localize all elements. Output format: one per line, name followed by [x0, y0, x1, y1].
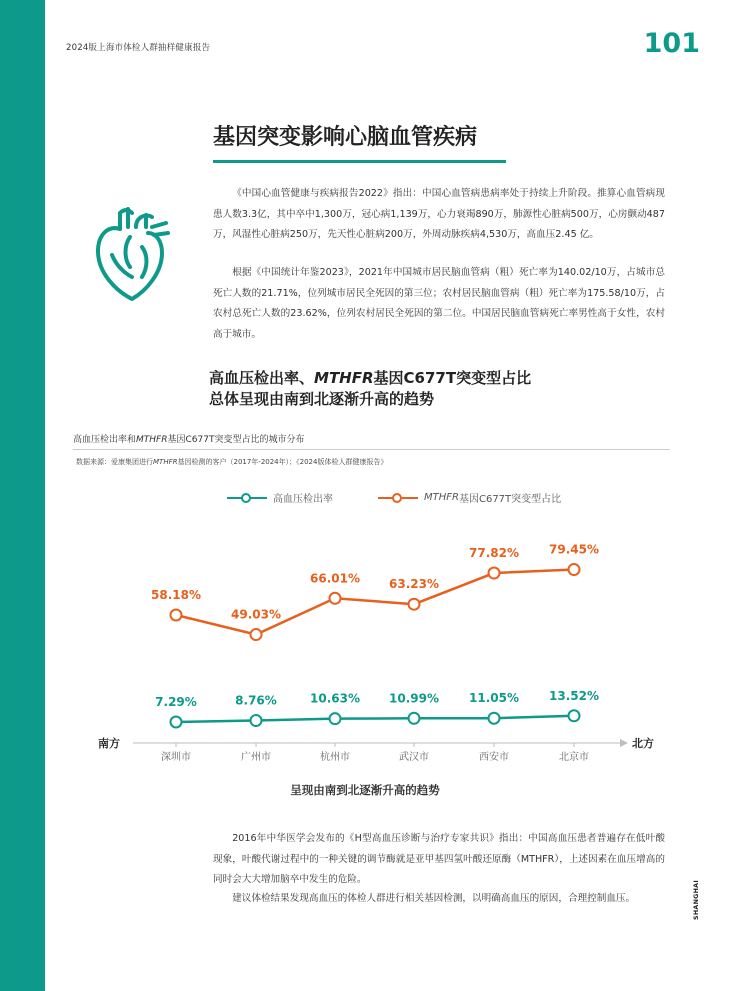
- report-title: 2024版上海市体检人群抽样健康报告: [66, 43, 211, 53]
- data-label: 11.05%: [469, 691, 519, 706]
- data-point: [171, 717, 182, 728]
- data-point: [251, 629, 262, 640]
- data-point: [409, 599, 420, 610]
- x-tick-label: 西安市: [479, 752, 509, 763]
- data-point: [569, 564, 580, 575]
- legend-mthfr-gene: MTHFR: [424, 492, 459, 503]
- source-gene: MTHFR: [153, 458, 178, 466]
- sub-heading-suffix: 基因C677T突变型占比: [373, 369, 532, 387]
- x-axis-arrow: [620, 739, 628, 747]
- page-number: 101: [643, 28, 700, 59]
- body-paragraph-3: 2016年中华医学会发布的《H型高血压诊断与治疗专家共识》指出：中国高血压患者普遍存在低叶酸现象，叶酸代谢过程中的一种关键的调节酶就是亚甲基四氢叶酸还原酶（MTHFR），上述因素在血压增高的同时会大大增加脑卒中发生的危险。: [213, 833, 665, 886]
- data-point: [489, 568, 500, 579]
- chart-title-prefix: 高血压检出率和: [73, 435, 137, 445]
- data-label: 77.82%: [469, 546, 519, 561]
- sub-heading-gene: MTHFR: [314, 369, 374, 387]
- data-label: 58.18%: [151, 588, 201, 602]
- data-point: [330, 713, 341, 724]
- data-point: [330, 593, 341, 604]
- data-point: [409, 713, 420, 724]
- x-tick-label: 武汉市: [399, 752, 429, 763]
- chart-title-gene: MTHFR: [136, 435, 168, 445]
- data-label: 10.63%: [310, 691, 360, 706]
- side-text-city: SHANGHAI: [693, 879, 700, 920]
- x-tick-label: 深圳市: [161, 752, 191, 763]
- x-tick-label: 北京市: [559, 752, 589, 763]
- x-tick-label: 广州市: [241, 752, 271, 763]
- chart-caption: 呈现由南到北逐渐升高的趋势: [290, 783, 440, 797]
- body-paragraph-4: 建议体检结果发现高血压的体检人群进行相关基因检测，以明确高血压的原因，合理控制血压。: [232, 893, 636, 904]
- intro-paragraph-1: 《中国心血管健康与疾病报告2022》指出：中国心血管病患病率处于持续上升阶段。推算心血管病现患人数3.3亿，其中卒中1,300万，冠心病1,139万，心力衰竭890万，肺源性心脏病500万，心房颤动487万，风湿性心脏病250万，先天性心脏病200万，外周动脉疾病4,530万，高血压2.45 亿。: [213, 188, 665, 241]
- section-title: 基因突变影响心脑血管疾病: [213, 125, 478, 150]
- data-point: [569, 710, 580, 721]
- sub-heading-line2: 总体呈现由南到北逐渐升高的趋势: [209, 390, 435, 408]
- axis-south-label: 南方: [98, 737, 120, 750]
- data-label: 8.76%: [235, 693, 277, 708]
- legend-mthfr-label: 基因C677T突变型占比: [458, 494, 562, 505]
- series-line: [176, 570, 574, 635]
- x-tick-label: 杭州市: [320, 752, 350, 763]
- vertical-side-text: [690, 690, 704, 920]
- data-label: 13.52%: [549, 688, 599, 703]
- data-label: 66.01%: [310, 571, 360, 586]
- data-label: 7.29%: [155, 695, 197, 709]
- data-label: 10.99%: [389, 691, 439, 706]
- intro-paragraph-2: 根据《中国统计年鉴2023》，2021年中国城市居民脑血管病（粗）死亡率为140.02/10万，占城市总死亡人数的21.71%，位列城市居民全死因的第三位；农村居民脑血管病（粗）死亡率为175.58/10万，占农村总死亡人数的23.62%，位列农村居民全死因的第二位。中国居民脑血管病死亡率男性高于女性，农村高于城市。: [213, 267, 665, 340]
- legend-hypertension-label: 高血压检出率: [273, 494, 333, 505]
- data-label: 63.23%: [389, 577, 439, 592]
- data-label: 49.03%: [231, 607, 281, 622]
- series-line: [176, 716, 574, 722]
- data-point: [171, 610, 182, 621]
- data-point: [251, 715, 262, 726]
- source-prefix: 数据来源：爱康集团进行: [76, 458, 153, 466]
- source-suffix: 基因检测的客户（2017年-2024年）；《2024版体检人群健康报告》: [177, 458, 388, 466]
- data-label: 79.45%: [549, 542, 599, 557]
- axis-north-label: 北方: [632, 737, 654, 750]
- sub-heading-prefix: 高血压检出率、: [209, 369, 315, 387]
- data-point: [489, 713, 500, 724]
- chart-title-suffix: 基因C677T突变型占比的城市分布: [167, 435, 305, 445]
